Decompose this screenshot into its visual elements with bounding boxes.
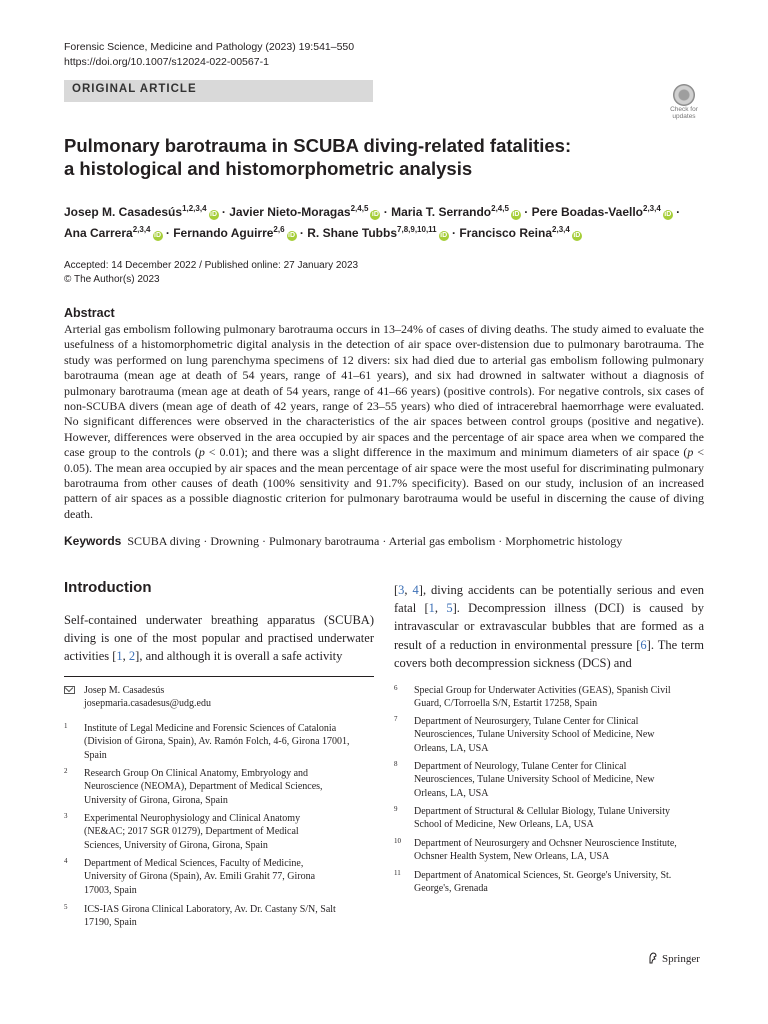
author-name[interactable]: Francisco Reina [459, 226, 553, 240]
accepted-published-dates: Accepted: 14 December 2022 / Published online: 27 January 2023 [64, 260, 359, 271]
p-value-symbol: p [687, 445, 694, 460]
keywords-section [64, 533, 704, 549]
intro-right-column [394, 581, 704, 672]
affiliation-text: Department of Neurosurgery, Tulane Center for Clinical Neurosciences, Tulane University School of Medicine, New Orleans, LA, USA [414, 716, 655, 754]
affiliation-number: 6 [394, 684, 398, 692]
affiliation-text: Special Group for Underwater Activities (GEAS), Spanish Civil Guard, C/Torroella S/N, Estartit 17258, Spain [414, 685, 671, 710]
author-line-1 [64, 200, 704, 221]
affiliation-item [394, 684, 704, 712]
author-affiliation-marks: 2,3,4 [552, 225, 570, 234]
affiliation-number: 7 [394, 715, 398, 723]
affiliation-item [394, 760, 704, 800]
affiliation-text: Department of Anatomical Sciences, St. George's University, St. George's, Grenada [414, 870, 672, 895]
orcid-icon[interactable]: iD [573, 232, 581, 239]
affiliation-item [64, 857, 374, 897]
affiliation-text: Experimental Neurophysiology and Clinical Anatomy (NE&AC; 2017 SGR 01279), Department of Medical Sciences, University of Girona, Girona, Spain [84, 813, 301, 851]
citation-link[interactable]: 3 [398, 583, 405, 597]
author-name[interactable]: R. Shane Tubbs [307, 226, 398, 240]
abstract-body [64, 322, 704, 522]
affiliation-text: Research Group On Clinical Anatomy, Embryology and Neuroscience (NEOMA), Department of Medical Sciences, University of Girona, Girona, Spain [84, 768, 323, 806]
intro-text: , [434, 601, 447, 616]
copyright-notice: © The Author(s) 2023 [64, 274, 160, 285]
intro-text: ], diving accidents can be potentially serious and even fatal [ [394, 583, 704, 616]
affiliation-item [394, 869, 704, 897]
journal-citation: Forensic Science, Medicine and Pathology (2023) 19:541–550 [64, 41, 355, 53]
intro-text: ], and although it is overall a safe activity [135, 649, 343, 664]
affiliation-number: 8 [394, 760, 398, 768]
orcid-icon[interactable]: iD [154, 232, 161, 239]
affiliation-number: 2 [64, 767, 68, 775]
affiliation-item [64, 903, 374, 931]
publisher-name: Springer [662, 953, 700, 965]
orcid-icon[interactable]: iD [371, 211, 379, 218]
corresponding-email[interactable]: josepmaria.casadesus@udg.edu [84, 698, 211, 710]
orcid-icon[interactable]: iD [664, 211, 672, 218]
affiliation-text: Department of Medical Sciences, Faculty of Medicine, University of Girona (Spain), Av. Emili Grahit 77, Girona 17003, Spain [84, 858, 316, 896]
correspondence-text [84, 684, 211, 711]
footnote-divider [64, 676, 374, 677]
intro-text: [ [394, 583, 399, 597]
envelope-icon [64, 686, 75, 694]
abstract-text: < 0.01); and there was a slight difference in the maximum and minimum diameters of air space ( [204, 445, 688, 460]
intro-left-column [64, 611, 374, 666]
keywords-label: Keywords [64, 534, 122, 548]
affiliation-number: 9 [394, 805, 398, 813]
author-affiliation-marks: 2,3,4 [132, 225, 151, 234]
author-affiliation-marks: 2,4,5 [350, 204, 369, 213]
article-type-label: ORIGINAL ARTICLE [72, 83, 197, 95]
author-name[interactable]: Josep M. Casadesús [64, 205, 183, 219]
doi-link[interactable]: https://doi.org/10.1007/s12024-022-00567-1 [64, 56, 269, 68]
author-list [64, 200, 704, 242]
orcid-icon[interactable]: iD [288, 232, 296, 239]
orcid-icon[interactable]: iD [210, 211, 218, 218]
affiliation-number: 11 [394, 869, 401, 877]
affiliation-item [394, 805, 704, 833]
citation-link[interactable]: 4 [412, 583, 419, 597]
abstract-heading: Abstract [64, 306, 115, 320]
affiliation-number: 3 [64, 812, 68, 820]
affiliation-item [394, 837, 704, 865]
affiliation-item [394, 715, 704, 755]
affiliation-number: 10 [394, 837, 401, 845]
author-separator: · [221, 205, 226, 219]
check-for-updates-label: Check for updates [670, 106, 698, 120]
publication-dates [64, 259, 358, 287]
author-separator: · [165, 226, 170, 240]
article-type-banner [64, 80, 373, 102]
correspondence-block [64, 684, 374, 712]
affiliation-text: ICS-IAS Girona Clinical Laboratory, Av. Dr. Castany S/N, Salt 17190, Spain [84, 904, 336, 929]
keywords-list: SCUBA diving · Drowning · Pulmonary barotrauma · Arterial gas embolism · Morphometric histology [127, 534, 623, 548]
author-separator: · [383, 205, 388, 219]
title-line-1: Pulmonary barotrauma in SCUBA diving-related fatalities: [64, 135, 572, 156]
author-separator: · [524, 205, 529, 219]
author-line-2 [64, 221, 704, 242]
citation-link[interactable]: 5 [446, 601, 453, 616]
affiliation-item [64, 722, 374, 762]
author-affiliation-marks: 2,4,5 [491, 204, 509, 213]
intro-text: ]. The term covers both decompression sickness (DCS) and [394, 637, 705, 670]
affiliation-number: 5 [64, 903, 68, 911]
author-affiliation-marks: 7,8,9,10,11 [397, 225, 437, 234]
intro-text: , [122, 649, 129, 664]
springer-horse-icon [648, 952, 658, 964]
author-name[interactable]: Ana Carrera [64, 226, 133, 240]
abstract-text: Arterial gas embolism following pulmonary barotrauma occurs in 13–24% of cases of diving deaths. The study aimed to evaluate the usefulness of a histomorphometric digital analysis in the detection of air space over-distension due to pulmonary barotrauma. The study was performed on lung parenchyma specimens of 12 divers: six had died due to arterial gas embolism following pulmonary barotrauma (mean age at death of 54 years, range of 41–61 years), and six had drowned in saltwater without a diagnosis of pulmonary barotrauma (mean age at death of 54 years, range of 41–66 years) (positive controls). For negative controls, six cases of non-SCUBA divers (mean age of death of 42 years, range of 23–55 years) who died of intracerebral haemorrhage were evaluated. No significant differences were observed in the characteristics of the air spaces between control groups (positive and negative). However, differences were observed in the area occupied by air spaces and the percentage of air space area when we compared the case group to the controls ( [64, 322, 704, 460]
orcid-icon[interactable]: iD [512, 211, 520, 218]
citation-link[interactable]: 2 [128, 649, 136, 664]
author-name[interactable]: Maria T. Serrando [391, 205, 492, 219]
author-name[interactable]: Pere Boadas-Vaello [531, 205, 643, 219]
author-affiliation-marks: 2,6 [273, 225, 285, 234]
affiliation-number: 1 [64, 722, 68, 730]
affiliation-item [64, 767, 374, 807]
affiliation-text: Department of Structural & Cellular Biology, Tulane University School of Medicine, New Orleans, LA, USA [414, 806, 670, 831]
corresponding-author: Josep M. Casadesús [84, 685, 165, 696]
author-affiliation-marks: 2,3,4 [643, 204, 661, 213]
author-affiliation-marks: 1,2,3,4 [182, 204, 207, 213]
author-separator: · [299, 226, 304, 240]
check-for-updates-icon [673, 84, 695, 106]
journal-header [64, 40, 354, 70]
author-name[interactable]: Javier Nieto-Moragas [229, 205, 351, 219]
introduction-heading: Introduction [64, 579, 152, 596]
check-for-updates-badge[interactable] [665, 84, 703, 124]
author-name[interactable]: Fernando Aguirre [173, 226, 274, 240]
affiliation-item [64, 812, 374, 852]
publisher-logo [648, 952, 700, 965]
author-separator: · [451, 226, 456, 240]
p-value-symbol: p [198, 445, 205, 460]
intro-text: ]. Decompression illness (DCI) is caused by intravascular or extravascular bubbles that are formed as a result of a reduction in environmental pressure [ [394, 601, 704, 652]
article-title [64, 134, 704, 180]
affiliation-number: 4 [64, 857, 68, 865]
author-separator: · [676, 205, 681, 219]
affiliation-text: Department of Neurology, Tulane Center for Clinical Neurosciences, Tulane University School of Medicine, New Orleans, LA, USA [414, 761, 655, 799]
affiliation-text: Institute of Legal Medicine and Forensic Sciences of Catalonia (Division of Girona, Spain), Av. Ramón Folch, 4-6, Girona 17001, Spain [84, 723, 350, 761]
orcid-icon[interactable]: iD [440, 232, 448, 239]
abstract-text: < 0.05). The mean area occupied by air spaces and the mean percentage of air space were the most useful for discriminating pulmonary barotrauma from other causes of death (100% sensitivity and 91.7% specificity). Based on our study, inclusion of an increased pattern of air spaces as a possible diagnostic criterion for pulmonary barotrauma would be useful in discerning the cause of diving death. [64, 445, 705, 521]
citation-link[interactable]: 1 [428, 601, 435, 616]
affiliation-text: Department of Neurosurgery and Ochsner Neuroscience Institute, Ochsner Health System, New Orleans, LA, USA [414, 838, 677, 863]
intro-text: Self-contained underwater breathing apparatus (SCUBA) diving is one of the most popular and practised underwater activities [ [64, 613, 374, 664]
intro-text: , [404, 583, 413, 597]
citation-link[interactable]: 6 [640, 637, 647, 652]
citation-link[interactable]: 1 [116, 649, 123, 664]
title-line-2: a histological and histomorphometric analysis [64, 158, 473, 179]
